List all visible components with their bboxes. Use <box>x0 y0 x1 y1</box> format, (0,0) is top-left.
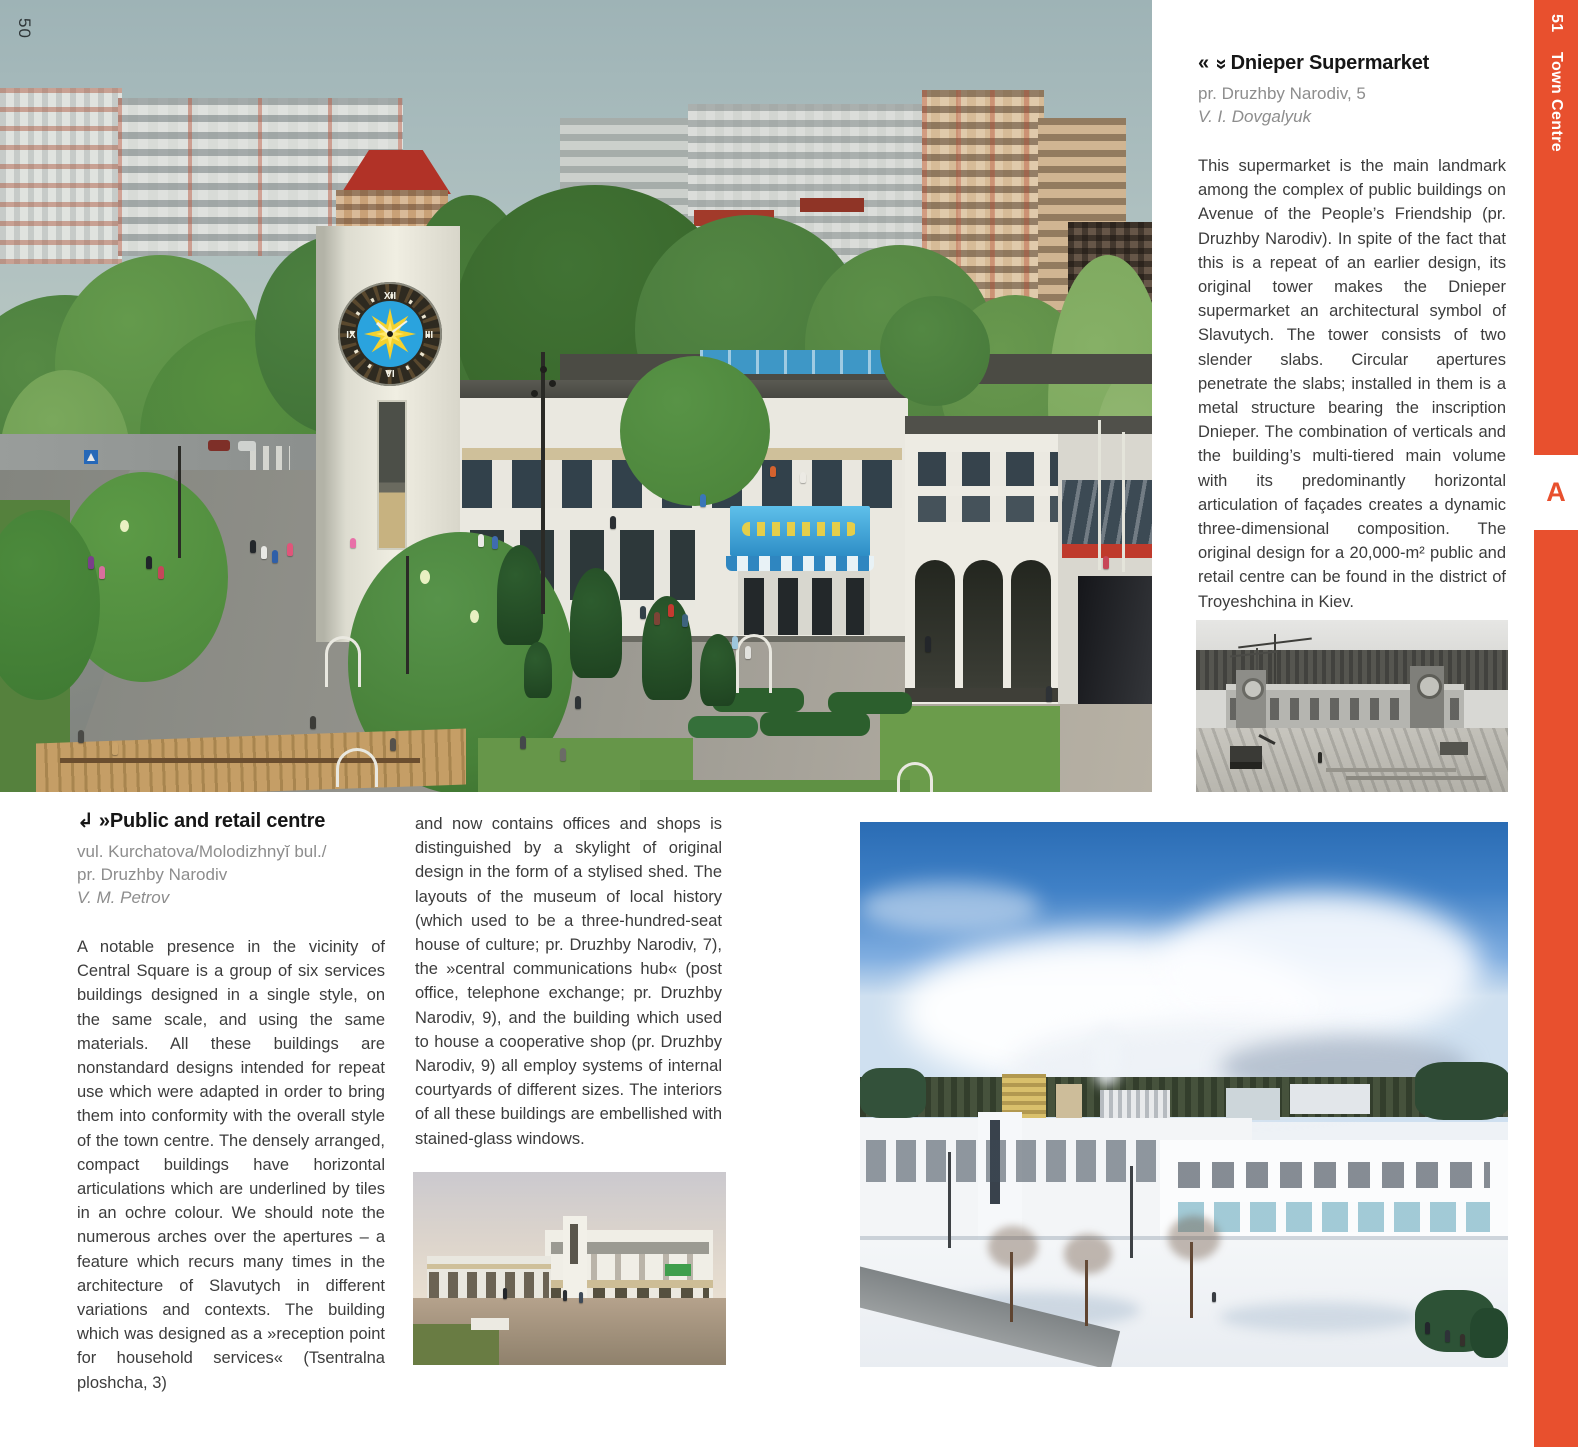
entrance-doors <box>744 578 864 635</box>
log-pile <box>1326 768 1456 772</box>
truck <box>1440 742 1468 755</box>
arcade-openings <box>429 1272 549 1298</box>
building-block <box>1100 1090 1170 1118</box>
section-tab-bar <box>1534 0 1578 455</box>
conifer <box>570 568 622 678</box>
snow-shadow <box>1220 1302 1420 1332</box>
spandrel-band <box>427 1264 551 1269</box>
person-figure <box>800 472 806 483</box>
article-body-column2: and now contains offices and shops is distinguished by a skylight of original design in the form of a stylised shed. The layouts of the museum of local history (which used to be a three-hundred-seat house of culture; pr. Druzhby Narodiv, 7), the »central communications hub« (post office, telephone exchange; pr. Druzhby Narodiv, 9), and the building which used to house a cooperative shop (pr. Druzhby Narodiv, 9) all employ systems of internal courtyards of different sizes. The interiors of all these buildings are embellished with stained-glass windows. <box>415 815 722 1148</box>
person-figure <box>492 536 498 549</box>
direction-back-icon: « <box>1198 52 1209 74</box>
person-figure <box>575 696 581 709</box>
person-figure <box>503 1288 507 1299</box>
article-body-column1: A notable presence in the vicinity of Central Square is a group of six services buildings designed in a single style, on the same scale, and using the same materials. All these buildings are nonstandard designs intended for repeat use which were adapted in order to bring them into conformity with the overall style of the town centre. The densely arranged, compact buildings have horizontal articulations which are underlined by tiles in an ochre colour. We should note the numerous arches over the apertures – a feature which recurs many times in the architecture of Slavutych in different variations and contexts. The building which was designed as a »reception point for household services« (Tsentralna ploshcha, 3) <box>77 938 385 1392</box>
person-figure <box>1046 686 1052 702</box>
smoke-plume <box>1092 1027 1122 1087</box>
car <box>238 441 256 451</box>
person-figure <box>158 566 164 579</box>
person-figure <box>112 742 118 755</box>
building-block <box>1226 1088 1280 1120</box>
street-lamp <box>948 1152 951 1248</box>
conifer <box>700 634 736 706</box>
person-figure <box>78 730 84 743</box>
page-number-left: 50 <box>15 18 34 39</box>
birch-trunk <box>1122 432 1125 572</box>
photo-construction-archive <box>1196 620 1508 792</box>
person-figure <box>1425 1322 1430 1334</box>
svg-text:IX: IX <box>346 330 356 341</box>
photo-services-building <box>413 1172 726 1365</box>
article-public-centre-column2 <box>415 812 722 1151</box>
person-figure <box>146 556 152 569</box>
person-figure <box>390 738 396 751</box>
person-figure <box>700 494 706 507</box>
person-figure <box>682 614 688 627</box>
person-figure <box>1212 1292 1216 1302</box>
person-figure <box>250 540 256 553</box>
grass <box>413 1324 499 1365</box>
building-block <box>0 88 122 264</box>
lawn <box>640 780 910 792</box>
car <box>208 440 230 451</box>
article-title-text: Dnieper Supermarket <box>1230 52 1430 74</box>
tree-blossom <box>420 570 430 584</box>
red-roof <box>800 198 864 212</box>
person-figure <box>261 546 267 559</box>
section-tab-label[interactable]: Town Centre <box>1548 52 1565 153</box>
person-figure <box>1318 752 1322 763</box>
window-band <box>1062 480 1152 544</box>
lamp-head <box>540 366 547 373</box>
person-figure <box>287 543 293 556</box>
return-arrow-icon: ↲ <box>77 810 94 832</box>
person-figure <box>579 1292 583 1303</box>
person-figure <box>654 612 660 625</box>
person-figure <box>640 606 646 619</box>
article-address-line2: pr. Druzhby Narodiv <box>77 865 228 884</box>
arch-opening <box>963 560 1003 690</box>
article-public-centre <box>77 808 385 1395</box>
person-figure <box>520 736 526 749</box>
person-figure <box>770 466 776 477</box>
bench <box>471 1318 509 1330</box>
article-title <box>1198 52 1506 75</box>
metal-hoop <box>897 762 933 792</box>
svg-text:XII: XII <box>383 291 397 302</box>
person-figure <box>732 636 738 649</box>
street-lamp <box>178 446 181 558</box>
street-lamp <box>541 352 545 614</box>
awning <box>726 556 874 571</box>
article-architect: V. I. Dovgalyuk <box>1198 107 1312 126</box>
arch-opening <box>1011 560 1051 690</box>
section-letter-block <box>1534 455 1578 530</box>
guillemet-icon: » <box>98 810 110 832</box>
street-lamp <box>406 556 409 674</box>
svg-text:III: III <box>424 330 434 341</box>
bare-tree-crown <box>988 1226 1038 1268</box>
underpass <box>1078 576 1152 704</box>
person-figure <box>1445 1330 1450 1342</box>
banner <box>665 1264 691 1276</box>
tree-line <box>860 1077 1508 1117</box>
glazed-arcade <box>1178 1202 1490 1232</box>
person-figure <box>99 566 105 579</box>
building-block <box>1056 1084 1082 1120</box>
cloud <box>860 882 1040 932</box>
article-address-line1: vul. Kurchatova/Molodizhnyĭ bul./ <box>77 842 327 861</box>
person-figure <box>350 538 356 548</box>
bare-tree-crown <box>1168 1216 1220 1260</box>
birch-trunk <box>1098 420 1101 570</box>
conifer <box>524 642 552 698</box>
person-figure <box>925 636 931 652</box>
person-figure <box>1460 1334 1465 1346</box>
lamp-head <box>549 380 556 387</box>
tree <box>620 356 770 506</box>
lamp-head <box>531 390 538 397</box>
cloud <box>1160 892 1480 1042</box>
person-figure <box>610 516 616 529</box>
tower-clock <box>336 280 444 388</box>
photo-town-square <box>0 0 1152 792</box>
hedge <box>688 716 758 738</box>
crosswalk <box>250 446 290 472</box>
excavator-tracks <box>1230 762 1262 769</box>
street-lamp <box>1130 1166 1133 1258</box>
metal-hoop <box>736 634 772 693</box>
article-body: This supermarket is the main landmark among the complex of public buildings on Avenue of the People’s Friendship (pr. Druzhby Narodiv). In spite of the fact that this is a repeat of an earlier design, its original tower makes the Dnieper supermarket an architectural symbol of Slavutych. The tower consists of two slender slabs. Circular apertures penetrate the slabs; installed in them is a metal structure bearing the inscription Dnieper. The combination of verticals and the building’s multi-tiered main volume with its predominantly horizontal articulation of façades creates a dynamic three-dimensional composition. The original design for a 20,000-m² public and retail centre can be found in the district of Troyeshchina in Kiev. <box>1198 157 1506 611</box>
person-figure <box>668 604 674 617</box>
tree-blossom <box>470 610 479 623</box>
conifer <box>497 545 543 645</box>
article-architect: V. M. Petrov <box>77 888 170 907</box>
person-figure <box>563 1290 567 1301</box>
article-title-text: Public and retail centre <box>109 810 326 832</box>
pine-bush <box>1470 1308 1508 1358</box>
section-tab-bar-lower <box>1534 530 1578 1447</box>
tree <box>880 296 990 406</box>
person-figure <box>1103 556 1109 569</box>
metal-hoop <box>336 748 378 787</box>
section-letter: A <box>1546 477 1566 507</box>
svg-text:VI: VI <box>385 369 395 380</box>
roof <box>905 416 1152 434</box>
bare-tree-crown <box>1064 1234 1112 1274</box>
pine-grove <box>860 1068 926 1118</box>
direction-down-icon: » <box>1210 58 1233 70</box>
conifer <box>642 596 692 700</box>
pine-grove <box>1415 1062 1508 1120</box>
hedge <box>760 712 870 736</box>
hedge <box>828 692 912 714</box>
cafe-sign-lettering <box>742 522 857 536</box>
window-band <box>1178 1162 1490 1188</box>
building-block <box>1290 1084 1370 1114</box>
person-figure <box>88 556 94 569</box>
article-address: pr. Druzhby Narodiv, 5 <box>1198 84 1366 103</box>
log-pile <box>1346 776 1486 780</box>
arch-opening <box>915 560 955 690</box>
tower-window-slot <box>377 400 407 550</box>
circular-aperture <box>1417 674 1442 699</box>
person-figure <box>272 550 278 563</box>
tree-blossom <box>120 520 129 532</box>
article-title <box>77 808 385 833</box>
clock-face-icon <box>336 280 444 388</box>
person-figure <box>310 716 316 729</box>
page-number-right: 51 <box>1548 14 1565 33</box>
metal-hoop <box>325 636 361 687</box>
article-dnieper <box>1198 52 1506 614</box>
person-figure <box>478 534 484 547</box>
photo-winter-panorama <box>860 822 1508 1367</box>
circular-aperture <box>1242 678 1264 700</box>
person-figure <box>745 646 751 659</box>
person-figure <box>560 748 566 761</box>
tower-window-slot <box>570 1224 578 1264</box>
